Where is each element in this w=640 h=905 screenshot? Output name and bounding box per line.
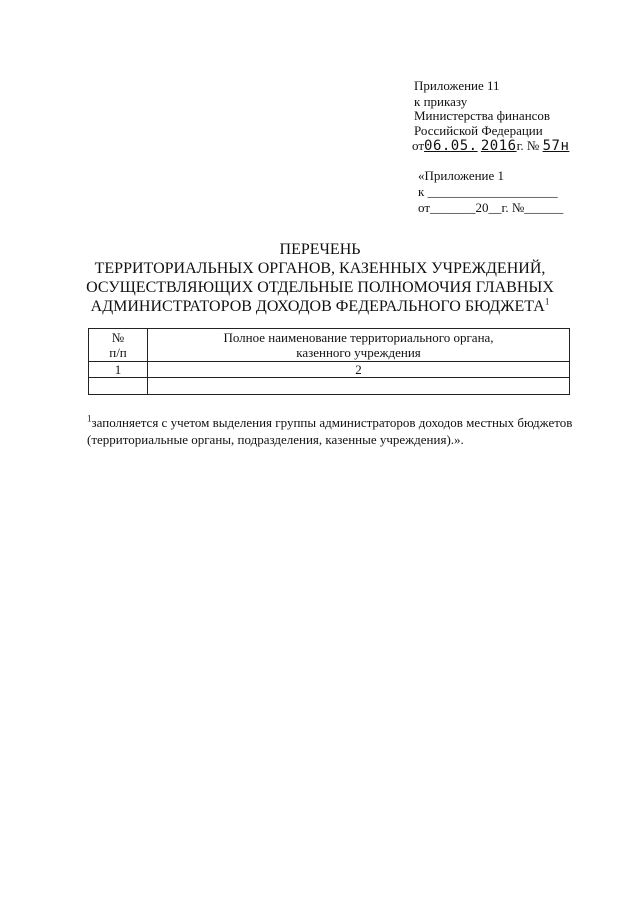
- empty-cell-2: [148, 378, 570, 395]
- header-cell-number: [89, 329, 148, 362]
- order-date: 06.05.: [424, 138, 478, 154]
- table-empty-row: [89, 378, 570, 395]
- title-line-2: ТЕРРИТОРИАЛЬНЫХ ОРГАНОВ, КАЗЕННЫХ УЧРЕЖДЕНИЙ,: [94, 260, 546, 277]
- title-line-1: ПЕРЕЧЕНЬ: [279, 241, 361, 258]
- footnote-mark: 1: [87, 413, 92, 424]
- header-cell-name: Полное наименование территориального органа, казенного учреждения: [148, 329, 570, 362]
- header-order-date-line: [412, 138, 569, 154]
- title-footnote-mark: 1: [544, 296, 550, 307]
- title-line-3: ОСУЩЕСТВЛЯЮЩИХ ОТДЕЛЬНЫЕ ПОЛНОМОЧИЯ ГЛАВНЫХ: [86, 279, 554, 296]
- empty-cell-1: [89, 378, 148, 395]
- table-index-row: [89, 362, 570, 378]
- header-number-abbrev: п/п: [109, 345, 127, 360]
- header-number-sign: №: [111, 330, 125, 345]
- index-cell-2: 2: [148, 362, 570, 378]
- table-header-row: [89, 329, 570, 362]
- order-year: 2016: [480, 138, 517, 154]
- order-mid: г. №: [516, 138, 540, 153]
- header-to-order: к приказу: [414, 94, 468, 109]
- index-cell-1: 1: [89, 362, 148, 378]
- title-line-4: [0, 297, 640, 316]
- footnote-text: заполняется с учетом выделения группы администраторов доходов местных бюджетов (территориальные органы, подразделения, казенные учреждения).».: [87, 415, 573, 447]
- list-table: [88, 328, 570, 395]
- appendix-title: «Приложение 1: [418, 168, 505, 183]
- header-ministry: Министерства финансов: [414, 108, 551, 123]
- order-number: 57н: [542, 138, 570, 154]
- appendix-date-line: от_______20__г. №______: [418, 200, 564, 215]
- title-line-4-text: АДМИНИСТРАТОРОВ ДОХОДОВ ФЕДЕРАЛЬНОГО БЮДЖЕТА: [90, 298, 545, 315]
- appendix-to-line: к ____________________: [418, 184, 558, 199]
- footnote: [87, 414, 587, 448]
- header-country: Российской Федерации: [414, 123, 543, 138]
- header-appendix-number: Приложение 11: [414, 78, 500, 93]
- order-prefix: от: [412, 138, 425, 153]
